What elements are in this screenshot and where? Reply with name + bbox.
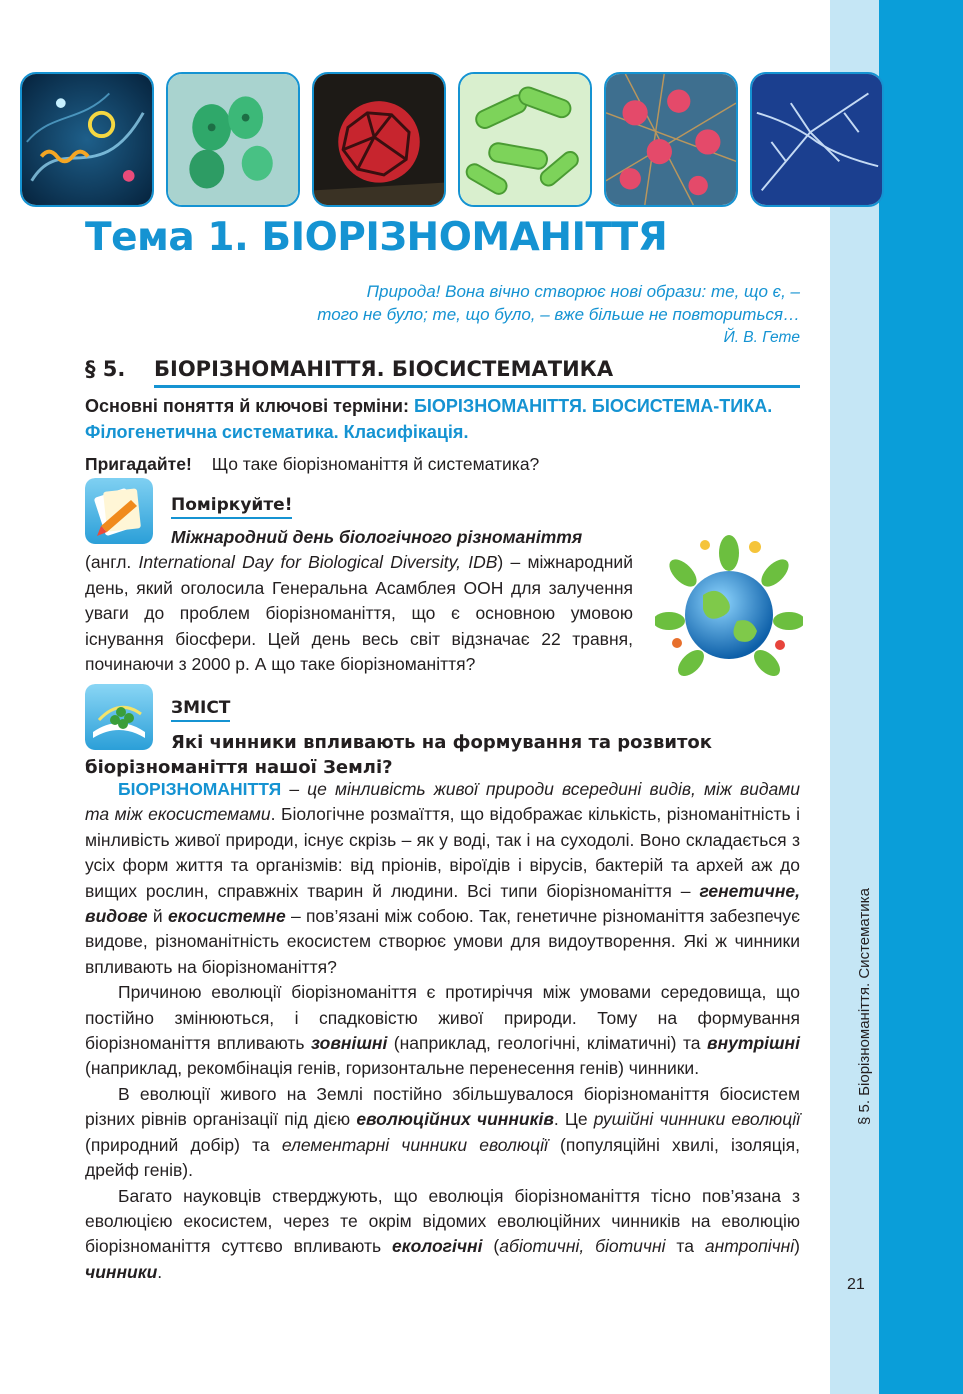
side-band-divider xyxy=(827,0,830,1394)
emphasis: внутрішні xyxy=(707,1033,800,1054)
text-run: (наприклад, рекомбінація генів, горизонтальне перенесення генів) чинники. xyxy=(85,1058,700,1079)
text-run: В еволюції живого на Землі постійно збільшувалося біорізноманіття біосистем різних рівнів організації під дією xyxy=(85,1083,800,1130)
green-algae-image xyxy=(166,72,300,207)
text-run: й xyxy=(147,906,168,927)
italic-term: абіотичні, біотичні xyxy=(499,1236,666,1257)
paragraph xyxy=(85,1184,800,1286)
think-text: (англ. xyxy=(85,552,139,573)
bacteria-image xyxy=(458,72,592,207)
epigraph-author: Й. В. Гете xyxy=(723,329,800,346)
text-run: Причиною еволюції біорізноманіття є протиріччя між умовами середовища, що постійно змінюються, і спадковістю живої природи. Тому на формування біорізноманіття впливають xyxy=(85,982,800,1054)
emphasis: зовнішні xyxy=(310,1033,388,1054)
text-run: . Біологічне розмаїття, що відображає кількість, різноманітність і мінливість живої природи, існує скрізь – як у воді, так і на суходолі. Воно складається з усіх форм життя та організмів: від пріонів, віроїдів і вірусів, бактерій та архей аж до вищих рослин, справжніх тварин й людини. Всі типи біорізноманіття – xyxy=(85,804,801,901)
recall-label: Пригадайте! xyxy=(85,454,192,474)
italic-term: елементарні чинники еволюції xyxy=(281,1134,548,1155)
section-underline xyxy=(154,385,800,388)
recall-question: Що таке біорізноманіття й систематика? xyxy=(211,454,540,474)
emphasis: чинники xyxy=(85,1261,158,1282)
text-run: . Це xyxy=(553,1109,594,1130)
theme-title: Тема 1. БІОРІЗНОМАНІТТЯ xyxy=(85,215,668,260)
text-run: (наприклад, геологічні, кліматичні) та xyxy=(387,1033,708,1054)
red-blood-cells-image xyxy=(604,72,738,207)
side-band-light xyxy=(827,0,879,1394)
think-english: International Day for Biological Diversity, IDB xyxy=(138,552,498,573)
content-question-text: Які чинники впливають на формування та розвиток біорізноманіття нашої Землі? xyxy=(85,732,713,778)
definition: це мінливість живої природи всередині видів, між видами та між екосистемами xyxy=(85,779,800,825)
content-question xyxy=(85,730,800,780)
recall-block xyxy=(85,452,800,477)
key-terms-list: БІОРІЗНОМАНІТТЯ. БІОСИСТЕМА-ТИКА. Філогенетична систематика. Класифікація. xyxy=(85,396,773,442)
emphasis: генетичне, видове xyxy=(85,880,800,927)
paragraph xyxy=(85,777,800,980)
term-biodiversity: БІОРІЗНОМАНІТТЯ xyxy=(118,779,282,799)
italic-term: антропічні xyxy=(704,1236,795,1257)
epigraph-line: Природа! Вона вічно створює нові образи: те, що є, – xyxy=(366,282,800,301)
think-paragraph xyxy=(85,525,633,677)
think-text: ) – міжнародний день, який оголосила Генеральна Асамблея ООН для залучення уваги до проблем біорізноманіття, що є основною умовою існування біосфери. Цей день весь світ відзначає 22 травня, починаючи з 2000 р. А що таке біорізноманіття? xyxy=(85,552,633,675)
emphasis: екологічні xyxy=(392,1236,483,1257)
section-number: § 5. xyxy=(85,357,126,381)
side-band-dark xyxy=(879,0,963,1394)
text-run: ( xyxy=(482,1236,500,1257)
cell-structure-image xyxy=(20,72,154,207)
text-run: ) xyxy=(794,1236,800,1257)
key-terms-label: Основні поняття й ключові терміни: xyxy=(85,396,414,416)
text-run: Багато науковців стверджують, що еволюція біорізноманіття тісно пов’язана з еволюцією екосистем, через те окрім відомих еволюційних чинників на еволюцію біорізноманіття суттєво впливають xyxy=(85,1185,800,1257)
section-heading xyxy=(85,355,800,387)
epigraph-line: того не було; те, що було, – вже більше не повториться… xyxy=(317,305,800,324)
text-run: – пов’язані між собою. Так, генетичне різноманіття забезпечує видове, різноманітність екосистем створює умови для видоутворення. Які ж чинники впливають на біорізноманіття? xyxy=(85,906,800,977)
think-title: Міжнародний день біологічного різноманіття xyxy=(171,527,583,547)
epigraph xyxy=(240,280,800,349)
emphasis: екосистемне xyxy=(167,906,286,927)
emphasis: еволюційних чинників xyxy=(356,1109,554,1130)
section-title: БІОРІЗНОМАНІТТЯ. БІОСИСТЕМАТИКА xyxy=(154,357,614,381)
key-terms xyxy=(85,393,800,445)
text-run: (популяційні хвилі, ізоляція, дрейф генів). xyxy=(85,1134,800,1181)
topic-banner xyxy=(20,72,888,209)
main-text xyxy=(85,777,800,1285)
text-run: та xyxy=(665,1236,705,1257)
red-fungus-image xyxy=(312,72,446,207)
text-run: . xyxy=(157,1261,163,1282)
running-head: § 5. Біорізноманіття. Систематика xyxy=(856,888,873,1125)
earth-globe-illustration xyxy=(655,533,803,683)
content-label: ЗМІСТ xyxy=(171,697,230,722)
frost-crystals-image xyxy=(750,72,884,207)
italic-term: рушійні чинники еволюції xyxy=(593,1109,801,1130)
page-number: 21 xyxy=(847,1276,865,1293)
text-run: – xyxy=(281,779,308,799)
text-run: (природний добір) та xyxy=(85,1134,282,1155)
paragraph xyxy=(85,1082,800,1184)
think-label: Поміркуйте! xyxy=(171,494,292,519)
paragraph xyxy=(85,980,800,1082)
